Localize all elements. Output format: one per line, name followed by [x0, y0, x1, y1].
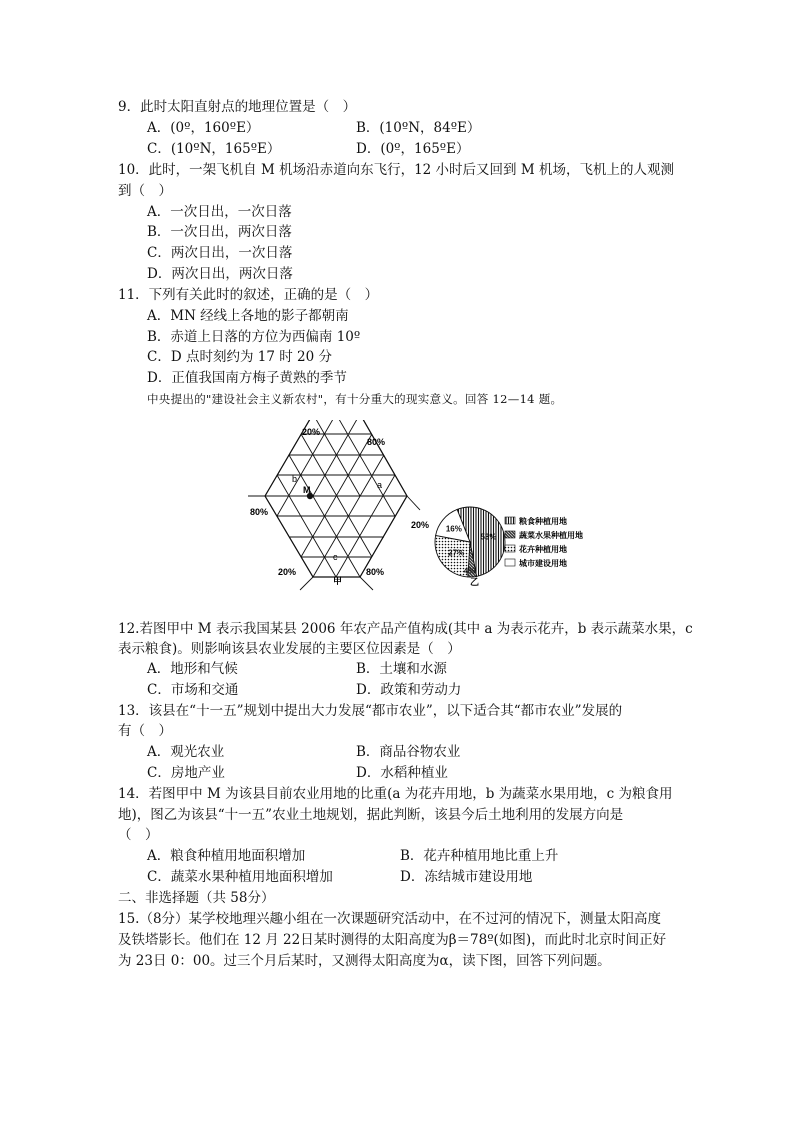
agriculture-figure — [240, 420, 600, 595]
yi-pie — [435, 507, 505, 577]
q13-option-b: B．商品谷物农业 — [356, 744, 461, 760]
pie-label-vegetable: 4% — [463, 566, 476, 576]
q14-option-a: A．粮食种植用地面积增加 — [147, 848, 306, 864]
q14-stem-line2: 地)，图乙为该县“十一五”农业土地规划，据此判断，该县今后土地利用的发展方向是 — [118, 807, 624, 823]
q12-option-b: B．土壤和水源 — [356, 661, 447, 677]
q11-option-d: D．正值我国南方梅子黄熟的季节 — [147, 370, 347, 386]
q9-option-b: B．(10ºN，84ºE） — [356, 120, 481, 136]
section2-heading: 二、非选择题（共 58分） — [118, 890, 275, 906]
q14-option-d: D．冻结城市建设用地 — [400, 869, 533, 885]
q10-option-c: C．两次日出，一次日落 — [147, 245, 293, 261]
jia-label-b: b — [292, 474, 298, 484]
legend-urban: 城市建设用地 — [519, 559, 567, 568]
q10-option-d: D．两次日出，两次日落 — [147, 266, 293, 282]
q9-option-a: A．(0º，160ºE） — [147, 120, 260, 136]
q13-option-c: C．房地产业 — [147, 765, 225, 781]
jia-pct-bottom-right: 80% — [366, 567, 385, 577]
pie-label-grain: 53% — [480, 532, 497, 542]
jia-label-a: a — [377, 480, 383, 490]
pie-label-flower: 27% — [448, 548, 465, 558]
q15-line1: 15.（8分）某学校地理兴趣小组在一次课题研究活动中，在不过河的情况下，测量太阳高度 — [118, 911, 662, 927]
jia-pct-left: 80% — [250, 507, 269, 517]
legend-vegetable: 蔬菜水果种植用地 — [519, 531, 583, 540]
q10-stem-line1: 10．此时，一架飞机自 M 机场沿赤道向东飞行，12 小时后又回到 M 机场，飞机上的人观测 — [118, 162, 674, 178]
q14-stem-line1: 14．若图甲中 M 为该县目前农业用地的比重(a 为花卉用地，b 为蔬菜水果用地，c 为粮食用 — [118, 786, 673, 802]
q9-stem: 9．此时太阳直射点的地理位置是（ ） — [118, 99, 357, 115]
q13-stem-line1: 13．该县在“十一五”规划中提出大力发展“都市农业”，以下适合其“都市农业”发展的 — [118, 703, 623, 719]
jia-pct-bottom-left: 20% — [278, 567, 297, 577]
q9-option-c: C．(10ºN，165ºE） — [147, 141, 281, 157]
q10-option-a: A．一次日出，一次日落 — [147, 204, 292, 220]
q12-option-d: D．政策和劳动力 — [356, 682, 462, 698]
q15-line2: 及铁塔影长。他们在 12 月 22日某时测得的太阳高度为β＝78º(如图)，而此时北京时间正好 — [118, 932, 667, 948]
q11-stem: 11．下列有关此时的叙述，正确的是（ ） — [118, 287, 379, 303]
q12-stem-line1: 12.若图甲中 M 表示我国某县 2006 年农产品产值构成(其中 a 为表示花卉，b 表示蔬菜水果，c — [118, 621, 693, 637]
q12-stem-line2: 表示粮食)。则影响该县农业发展的主要区位因素是（ ） — [118, 641, 461, 657]
q13-option-a: A．观光农业 — [147, 744, 225, 760]
yi-caption: 乙 — [470, 577, 480, 587]
q14-option-b: B．花卉种植用地比重上升 — [400, 848, 559, 864]
q12-option-a: A．地形和气候 — [147, 661, 238, 677]
q11-option-c: C．D 点时刻约为 17 时 20 分 — [147, 349, 332, 365]
q13-stem-line2: 有（ ） — [118, 723, 172, 739]
jia-label-m: M — [303, 485, 311, 495]
intro-text: 中央提出的"建设社会主义新农村"，有十分重大的现实意义。回答 12—14 题。 — [147, 392, 563, 406]
jia-pct-right: 20% — [411, 520, 430, 530]
yi-legend — [505, 516, 583, 568]
jia-pct-top-right: 80% — [367, 437, 386, 447]
q15-line3: 为 23日 0：00。过三个月后某时，又测得太阳高度为α，读下图，回答下列问题。 — [118, 953, 611, 969]
q10-stem-line2: 到（ ） — [118, 183, 172, 199]
legend-grain: 粮食种植用地 — [519, 517, 567, 526]
pie-label-urban: 16% — [445, 524, 462, 534]
q14-stem-line3: （ ） — [118, 827, 159, 843]
q14-option-c: C．蔬菜水果种植用地面积增加 — [147, 869, 333, 885]
jia-pct-top: 20% — [302, 427, 321, 437]
q9-option-d: D．(0º，165ºE） — [356, 141, 470, 157]
q13-option-d: D．水稻种植业 — [356, 765, 448, 781]
jia-caption: 甲 — [333, 576, 343, 586]
q11-option-b: B．赤道上日落的方位为西偏南 10º — [147, 329, 361, 345]
q10-option-b: B．一次日出，两次日落 — [147, 224, 292, 240]
triangular-grid — [248, 420, 420, 590]
q12-option-c: C．市场和交通 — [147, 682, 239, 698]
legend-flower: 花卉种植用地 — [519, 545, 567, 554]
q11-option-a: A．MN 经线上各地的影子都朝南 — [147, 308, 349, 324]
jia-label-c: c — [333, 552, 338, 562]
